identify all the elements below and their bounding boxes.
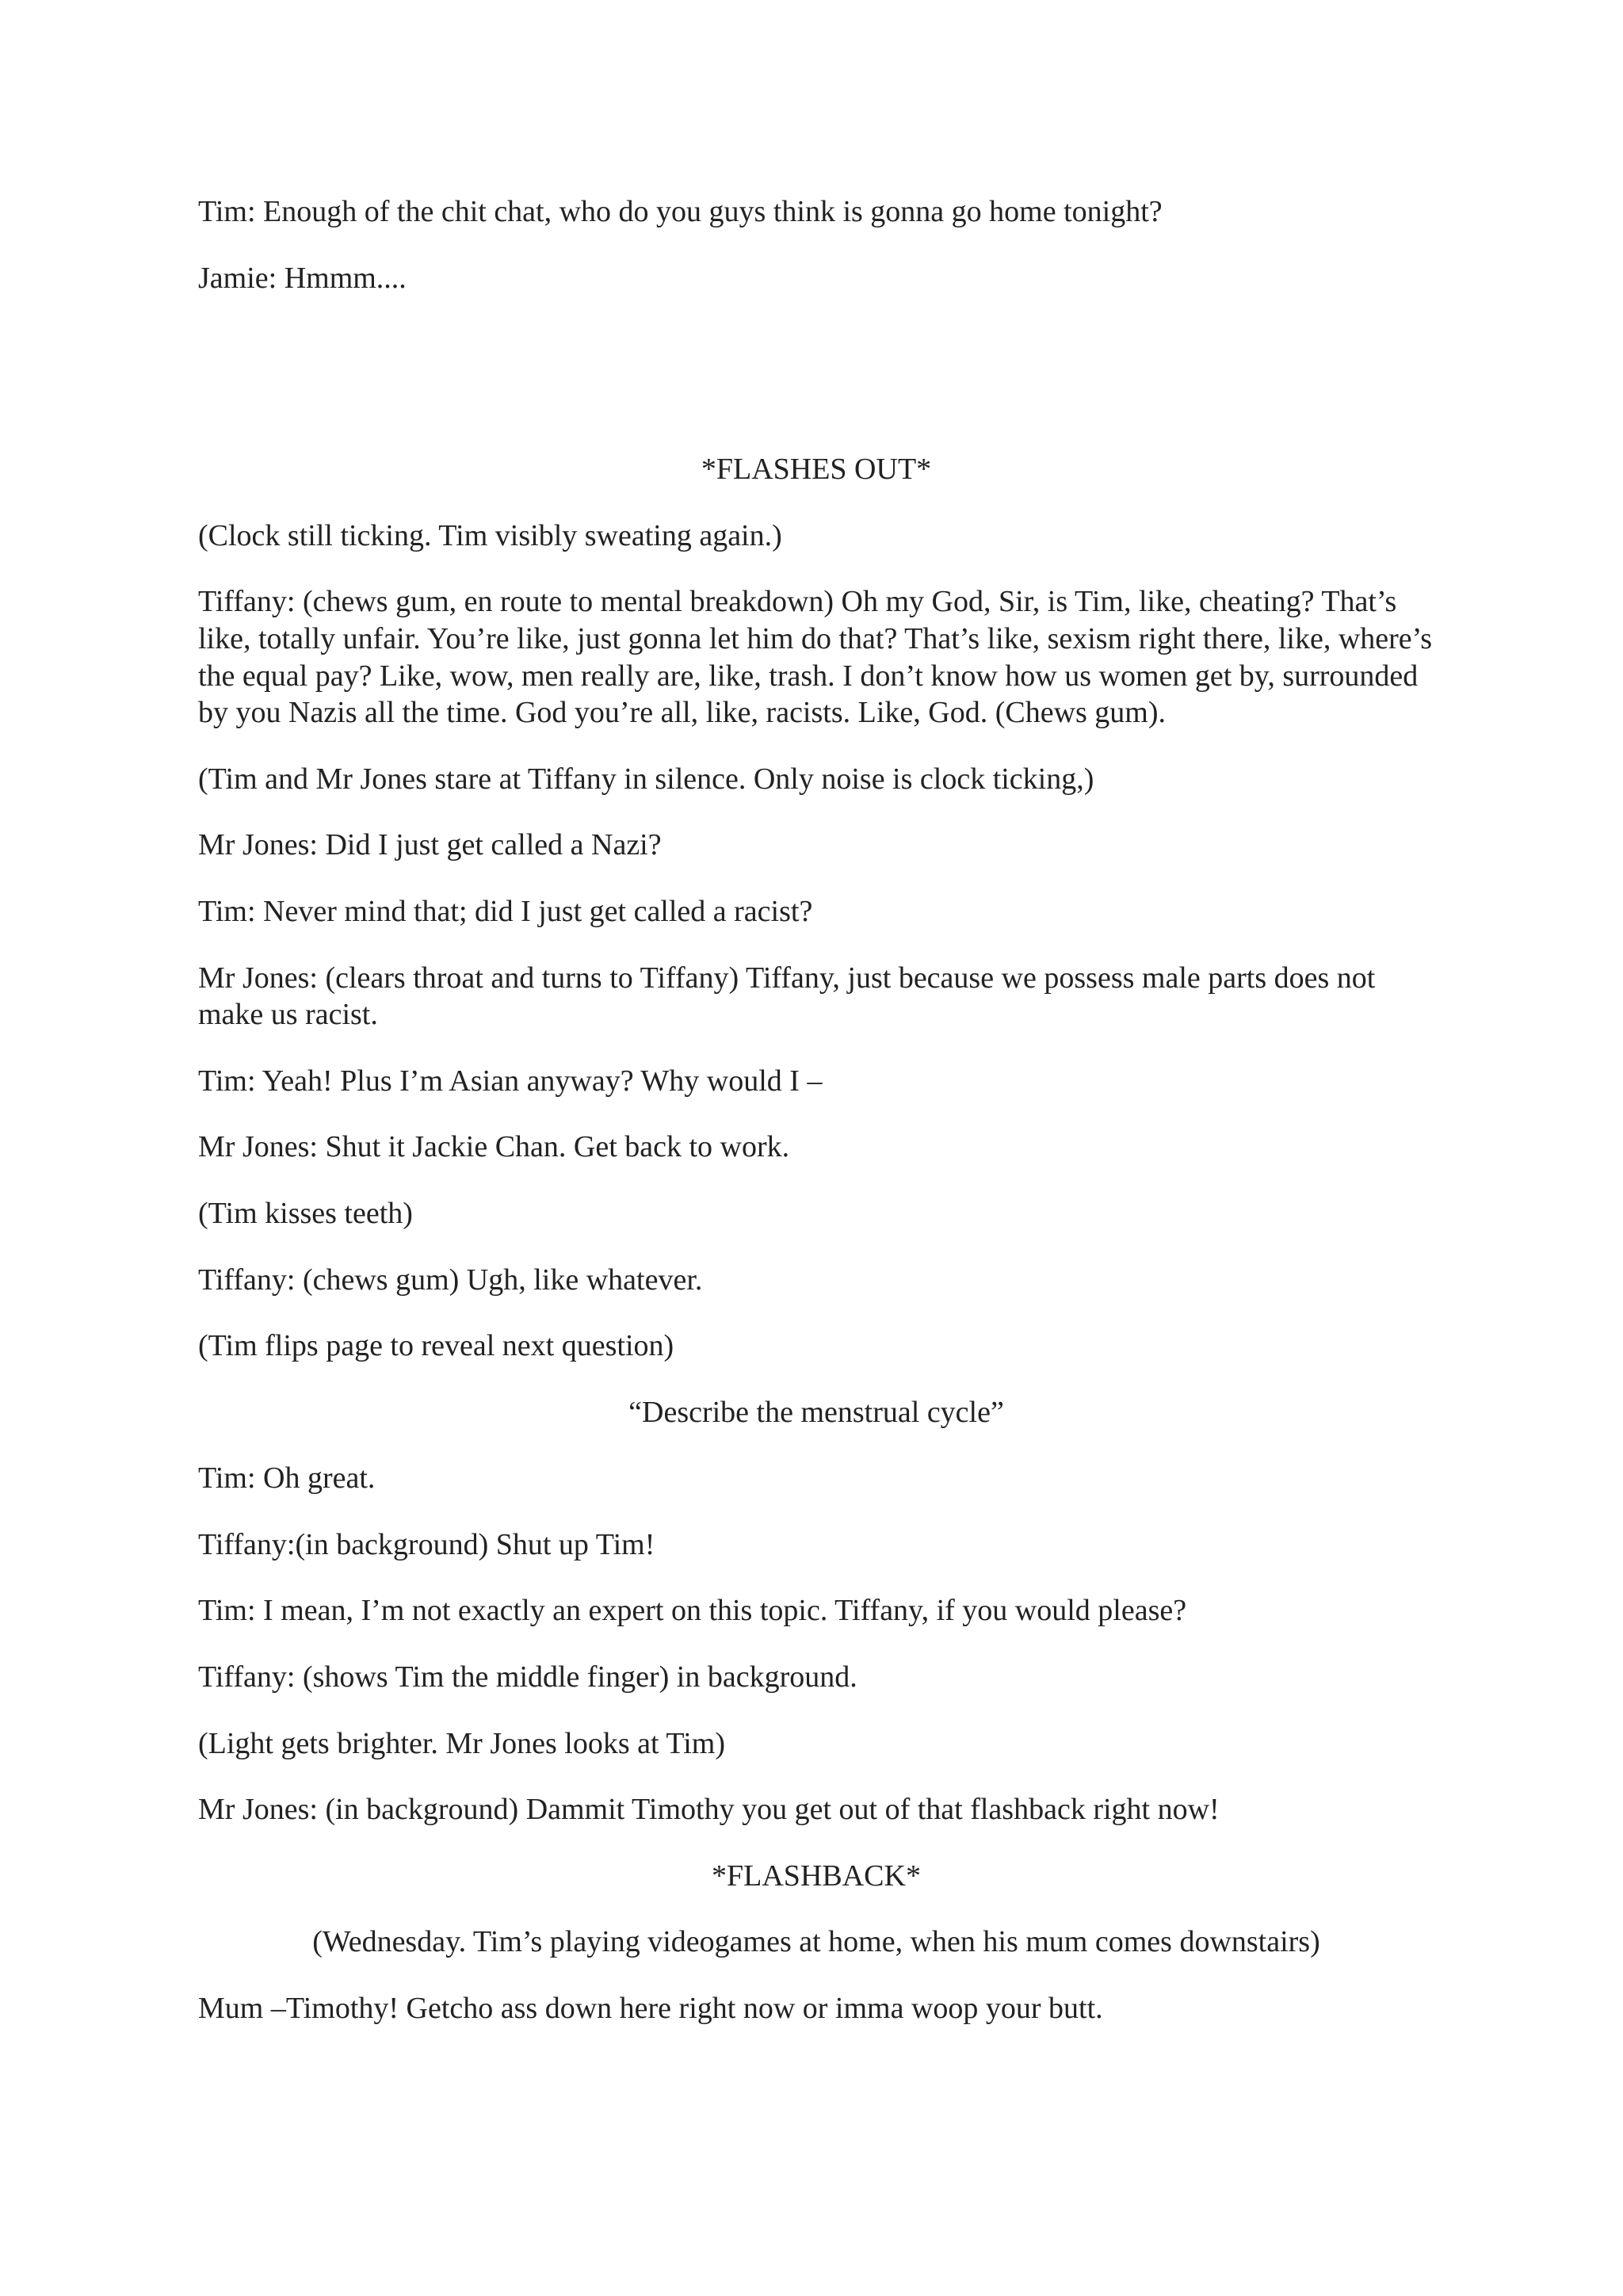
dialogue-line: Tim: Never mind that; did I just get called a racist? — [198, 894, 813, 928]
dialogue-line: Tim: I mean, I’m not exactly an expert on this topic. Tiffany, if you would please? — [198, 1594, 1187, 1628]
stage-direction: (Tim flips page to reveal next question) — [198, 1329, 674, 1363]
dialogue-line: Mr Jones: (in background) Dammit Timothy you get out of that flashback right now! — [198, 1793, 1220, 1827]
stage-direction: (Wednesday. Tim’s playing videogames at home, when his mum comes downstairs) — [312, 1925, 1320, 1959]
dialogue-line: Tiffany: (chews gum) Ugh, like whatever. — [198, 1263, 703, 1297]
dialogue-line: Tim: Yeah! Plus I’m Asian anyway? Why would I – — [198, 1064, 823, 1098]
blank-space — [198, 326, 1434, 451]
dialogue-line: Tiffany: (shows Tim the middle finger) in background. — [198, 1660, 857, 1694]
dialogue-line: Mr Jones: Did I just get called a Nazi? — [198, 828, 662, 862]
dialogue-line: Tiffany: (chews gum, en route to mental breakdown) Oh my God, Sir, is Tim, like, cheating? That’s like, totally unfair. You’re like, just gonna let him do that? That’s like, sexism right there, like, where’s the equal pay? Like, wow, men really are, like, trash. I don’t know how us women get by, surrounded by you Nazis all the time. God you’re all, like, racists. Like, God. (Chews gum). — [198, 585, 1433, 730]
stage-direction: (Tim kisses teeth) — [198, 1196, 413, 1230]
exam-question: “Describe the menstrual cycle” — [628, 1395, 1004, 1429]
dialogue-line: Mum –Timothy! Getcho ass down here right now or imma woop your butt. — [198, 1992, 1103, 2026]
script-body — [198, 193, 1434, 2057]
stage-direction: (Light gets brighter. Mr Jones looks at Tim) — [198, 1726, 725, 1760]
dialogue-line: Tiffany:(in background) Shut up Tim! — [198, 1527, 655, 1561]
scene-heading: *FLASHES OUT* — [701, 453, 932, 487]
stage-direction: (Clock still ticking. Tim visibly sweating again.) — [198, 518, 782, 552]
dialogue-line: Jamie: Hmmm.... — [198, 261, 407, 295]
scene-heading: *FLASHBACK* — [712, 1859, 921, 1893]
stage-direction: (Tim and Mr Jones stare at Tiffany in silence. Only noise is clock ticking,) — [198, 762, 1094, 796]
dialogue-line: Tim: Oh great. — [198, 1461, 376, 1496]
dialogue-line: Mr Jones: Shut it Jackie Chan. Get back to work. — [198, 1130, 790, 1164]
dialogue-line: Tim: Enough of the chit chat, who do you guys think is gonna go home tonight? — [198, 195, 1163, 228]
dialogue-line: Mr Jones: (clears throat and turns to Tiffany) Tiffany, just because we possess male parts does not make us racist. — [198, 961, 1376, 1032]
